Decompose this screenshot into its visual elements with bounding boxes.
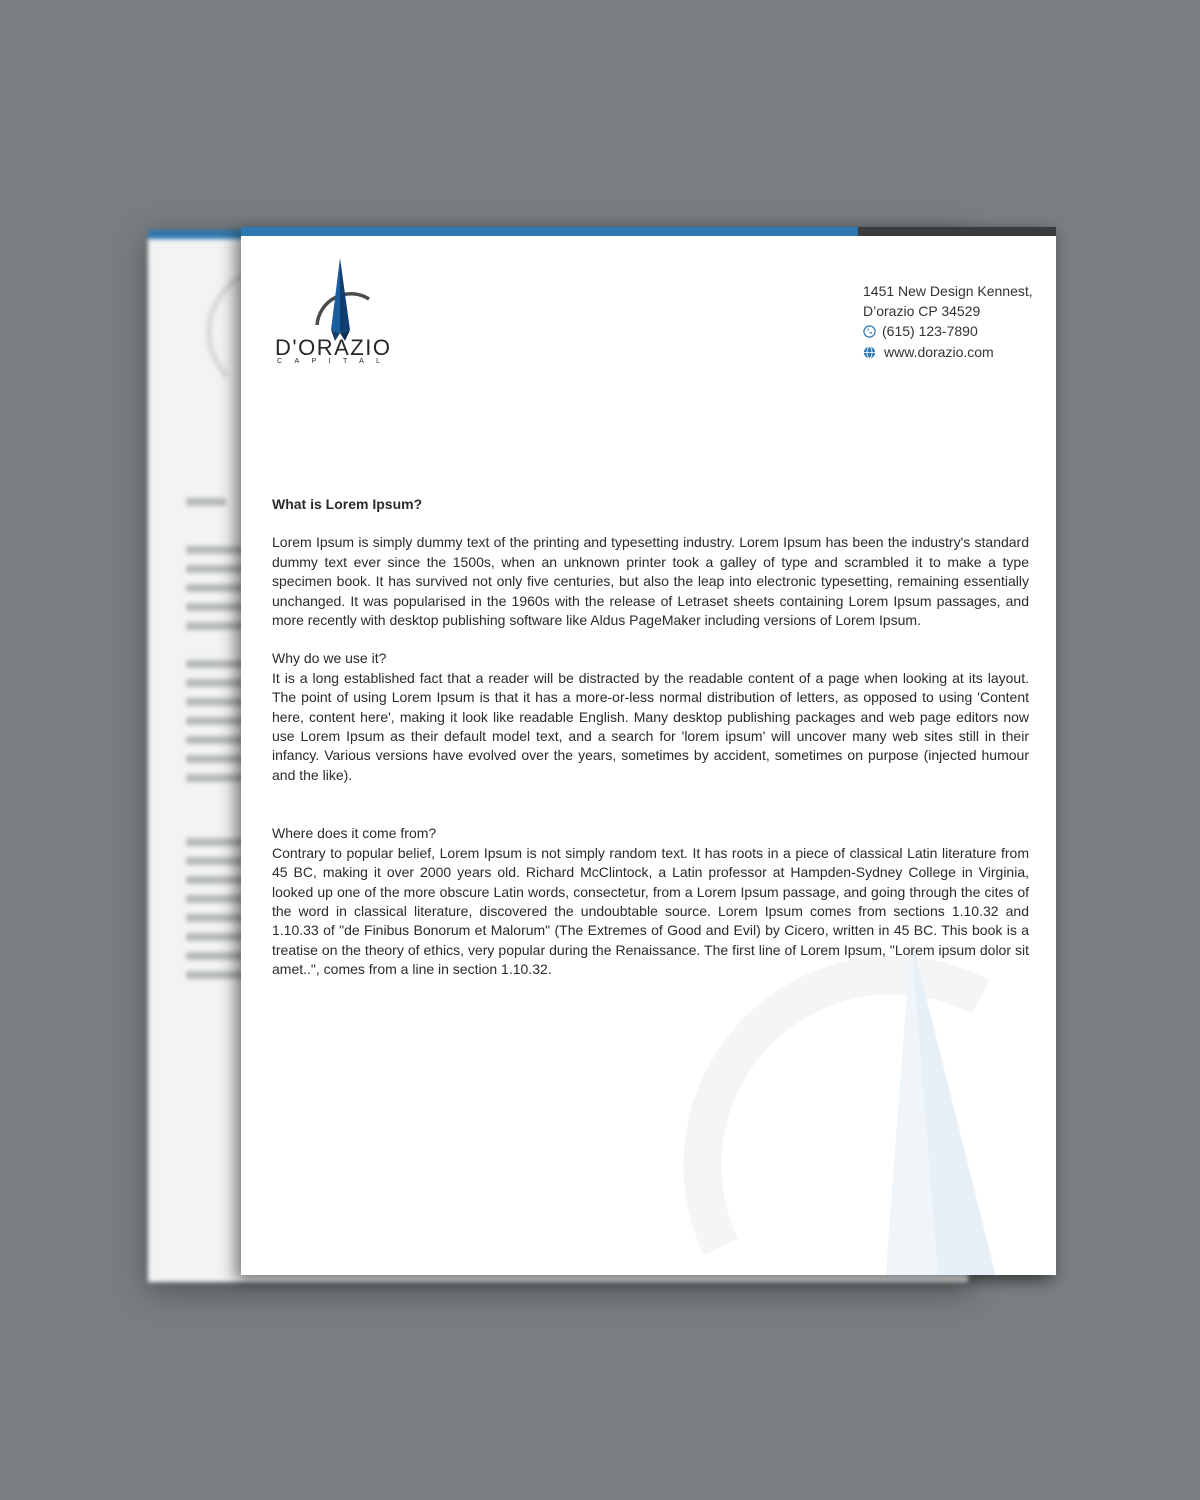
website-row bbox=[863, 343, 1033, 363]
phone-row bbox=[863, 322, 1033, 342]
company-name: D'ORAZIO bbox=[275, 335, 392, 360]
section-1-title: What is Lorem Ipsum? bbox=[272, 496, 423, 512]
section-2-text: It is a long established fact that a reader will be distracted by the readable content of a page when looking at its layout. The point of using Lorem Ipsum is that it has a more-or-less normal distribution of letters, as opposed to using 'Content here, content here', making it look like readable English. Many desktop publishing packages and web page editors now use Lorem Ipsum as their default model text, and a search for 'lorem ipsum' will uncover many web sites still in their infancy. Various versions have evolved over the years, sometimes by accident, sometimes on purpose (injected humour and the like). bbox=[272, 669, 1029, 783]
globe-icon bbox=[863, 346, 876, 359]
address-line-2: D’orazio CP 34529 bbox=[863, 302, 981, 319]
letter-body bbox=[272, 495, 1029, 980]
top-color-bar bbox=[241, 227, 1056, 236]
contact-block bbox=[863, 282, 1033, 362]
letterhead-page bbox=[241, 227, 1056, 1275]
top-bar-blue-segment bbox=[241, 227, 858, 236]
company-tagline: CAPITAL bbox=[277, 358, 393, 365]
section-3-text: Contrary to popular belief, Lorem Ipsum is not simply random text. It has roots in a piece of classical Latin literature from 45 BC, making it over 2000 years old. Richard McClintock, a Latin professor at Hampden-Sydney College in Virginia, looked up one of the more obscure Latin words, consectetur, from a Lorem Ipsum passage, and going through the cites of the word in classical literature, discovered the undoubtable source. Lorem Ipsum comes from sections 1.10.32 and 1.10.33 of "de Finibus Bonorum et Malorum" (The Extremes of Good and Evil) by Cicero, written in 45 BC. This book is a treatise on the theory of ethics, very popular during the Renaissance. The first line of Lorem Ipsum, "Lorem ipsum dolor sit amet..", comes from a line in section 1.10.32. bbox=[272, 844, 1029, 978]
section-3-title: Where does it come from? bbox=[272, 825, 437, 842]
back-sheet-text-lines bbox=[186, 498, 246, 990]
top-bar-dark-segment bbox=[858, 227, 1056, 236]
phone-icon bbox=[863, 325, 876, 338]
section-1-text: Lorem Ipsum is simply dummy text of the printing and typesetting industry. Lorem Ipsum has been the industry's standard dummy text ever since the 1500s, when an unknown printer took a galley of type and scrambled it to make a type specimen book. It has survived not only five centuries, but also the leap into electronic typesetting, remaining essentially unchanged. It was popularised in the 1960s with the release of Letraset sheets containing Lorem Ipsum passages, and more recently with desktop publishing software like Aldus PageMaker including versions of Lorem Ipsum. bbox=[272, 534, 1029, 629]
section-2-title: Why do we use it? bbox=[272, 650, 387, 667]
address-line-1: 1451 New Design Kennest, bbox=[863, 283, 1033, 299]
phone-number: (615) 123-7890 bbox=[882, 323, 978, 339]
website-link[interactable]: www.dorazio.com bbox=[884, 343, 994, 360]
